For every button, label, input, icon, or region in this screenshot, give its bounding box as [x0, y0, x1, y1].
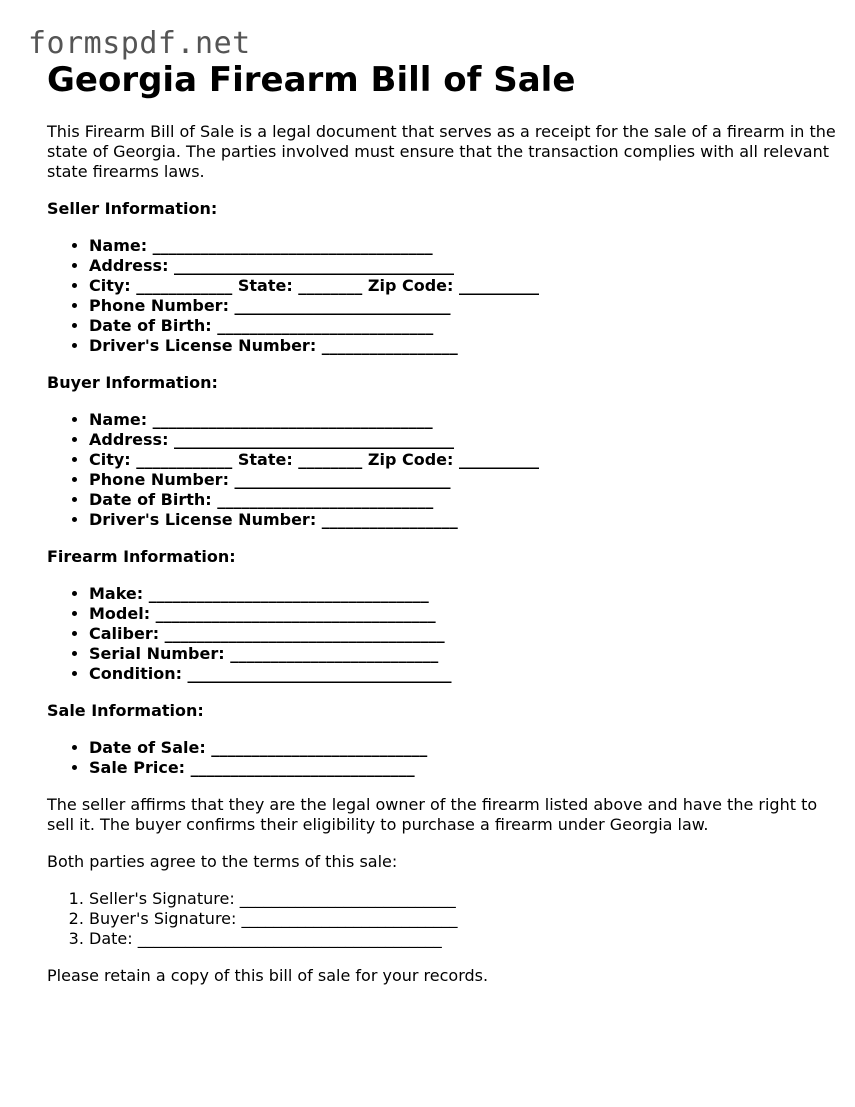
seller-license-field: • Driver's License Number: _________________ [89, 336, 837, 356]
buyer-signature-field: 2. Buyer's Signature: ___________________________ [89, 909, 837, 929]
firearm-serial-field: • Serial Number: __________________________ [89, 644, 837, 664]
firearm-section-heading: Firearm Information: [47, 547, 236, 566]
seller-fields-list [47, 236, 837, 356]
sale-price-field: • Sale Price: ____________________________ [89, 758, 837, 778]
sale-fields-list [47, 738, 837, 778]
seller-phone-field: • Phone Number: ___________________________ [89, 296, 837, 316]
buyer-phone-field: • Phone Number: ___________________________ [89, 470, 837, 490]
agreement-paragraph: Both parties agree to the terms of this sale: [47, 852, 398, 871]
document-title: Georgia Firearm Bill of Sale [47, 60, 576, 100]
firearm-fields-list [47, 584, 837, 684]
signature-list [47, 889, 837, 949]
buyer-license-field: • Driver's License Number: _________________ [89, 510, 837, 530]
buyer-dob-field: • Date of Birth: ___________________________ [89, 490, 837, 510]
firearm-make-field: • Make: ___________________________________ [89, 584, 837, 604]
seller-city-state-zip-field: • City: ____________ State: ________ Zip Code: __________ [89, 276, 837, 296]
sale-section-heading: Sale Information: [47, 701, 204, 720]
firearm-caliber-field: • Caliber: ___________________________________ [89, 624, 837, 644]
firearm-model-field: • Model: ___________________________________ [89, 604, 837, 624]
seller-dob-field: • Date of Birth: ___________________________ [89, 316, 837, 336]
closing-paragraph: Please retain a copy of this bill of sale for your records. [47, 966, 489, 985]
seller-section-heading: Seller Information: [47, 199, 218, 218]
seller-name-field: • Name: ___________________________________ [89, 236, 837, 256]
watermark: formspdf.net [28, 26, 251, 61]
buyer-name-field: • Name: ___________________________________ [89, 410, 837, 430]
seller-signature-field: 1. Seller's Signature: ___________________________ [89, 889, 837, 909]
buyer-fields-list [47, 410, 837, 530]
intro-paragraph: This Firearm Bill of Sale is a legal document that serves as a receipt for the sale of a firearm in the state of Georgia. The parties involved must ensure that the transaction complies with all relevant state firearms laws. [47, 122, 836, 181]
signature-date-field: 3. Date: ______________________________________ [89, 929, 837, 949]
firearm-condition-field: • Condition: _________________________________ [89, 664, 837, 684]
sale-date-field: • Date of Sale: ___________________________ [89, 738, 837, 758]
document-page [47, 58, 837, 986]
buyer-section-heading: Buyer Information: [47, 373, 218, 392]
buyer-city-state-zip-field: • City: ____________ State: ________ Zip Code: __________ [89, 450, 837, 470]
buyer-address-field: • Address: ___________________________________ [89, 430, 837, 450]
seller-address-field: • Address: ___________________________________ [89, 256, 837, 276]
affirmation-paragraph: The seller affirms that they are the legal owner of the firearm listed above and have the right to sell it. The buyer confirms their eligibility to purchase a firearm under Georgia law. [47, 795, 818, 834]
